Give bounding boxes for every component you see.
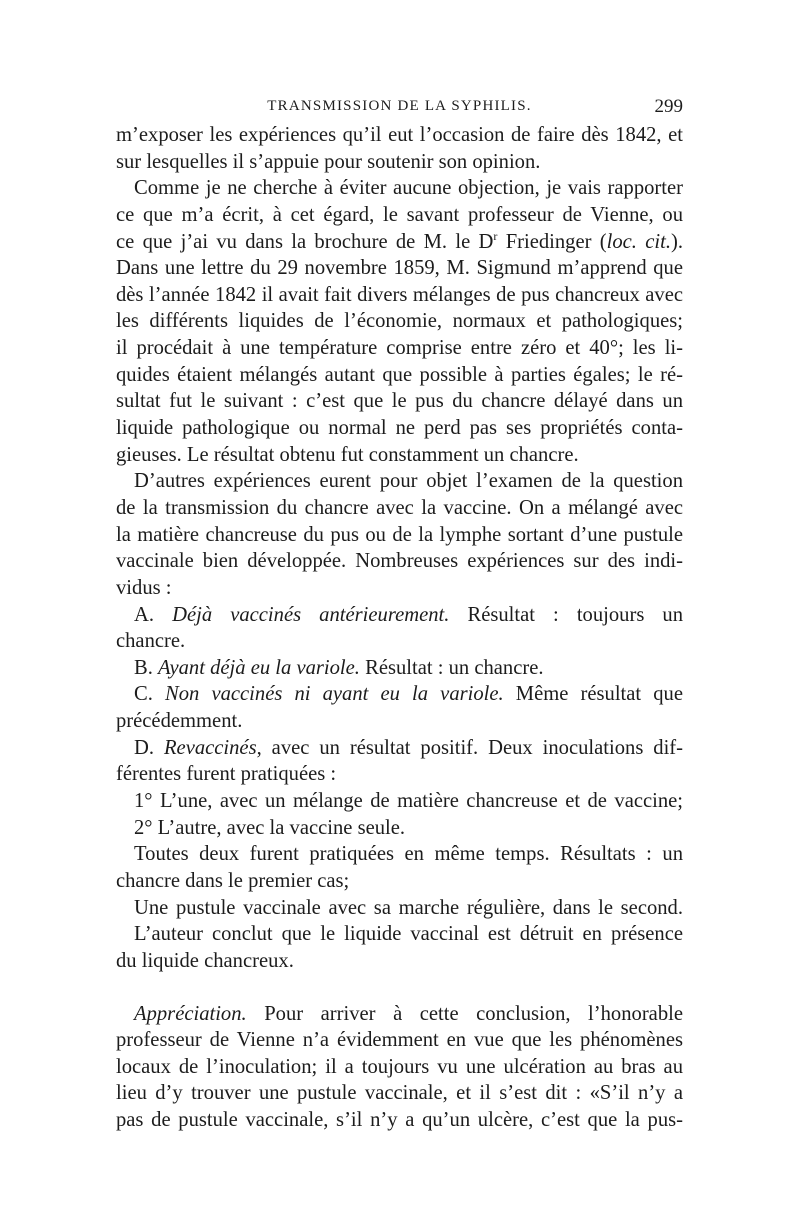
page-number: 299 bbox=[654, 96, 683, 117]
line-text: D. bbox=[134, 736, 164, 759]
text-line: 1° L’une, avec un mélange de matière chancreuse et de vaccine; bbox=[134, 790, 683, 813]
text-line bbox=[116, 655, 683, 682]
text-line: férentes furent pratiquées : bbox=[116, 763, 337, 786]
text-line: pas de pustule vaccinale, s’il n’y a qu’un ulcère, c’est que la pus- bbox=[116, 1109, 683, 1132]
text-line: lieu d’y trouver une pustule vaccinale, et il s’est dit : «S’il n’y a bbox=[116, 1082, 683, 1105]
text-line: sultat fut le suivant : c’est que le pus du chancre délayé dans un bbox=[116, 390, 683, 413]
line-text: ce que j’ai vu dans la brochure de M. le D bbox=[116, 230, 494, 253]
text-line: de la transmission du chancre avec la vaccine. On a mélangé avec bbox=[116, 496, 683, 519]
italic-text: Ayant déjà eu la variole. bbox=[158, 656, 360, 679]
text-line: vaccinale bien développée. Nombreuses expériences sur des indi- bbox=[116, 550, 683, 573]
line-text: Pour arriver à cette conclusion, l’honorable bbox=[246, 1002, 683, 1025]
text-line: gieuses. Le résultat obtenu fut constamment un chancre. bbox=[116, 443, 579, 466]
italic-text: loc. cit. bbox=[606, 230, 671, 253]
text-line bbox=[116, 602, 683, 629]
line-text: Résultat : toujours un bbox=[449, 603, 684, 626]
superscript: r bbox=[493, 228, 498, 243]
text-line: locaux de l’inoculation; il a toujours vu une ulcération au bras au bbox=[116, 1055, 683, 1078]
line-text: Friedinger ( bbox=[497, 230, 607, 253]
text-line: D’autres expériences eurent pour objet l’examen de la question bbox=[134, 470, 683, 493]
text-line: L’auteur conclut que le liquide vaccinal est détruit en présence bbox=[134, 923, 683, 946]
text-line: précédemment. bbox=[116, 710, 243, 733]
line-text: C. bbox=[134, 683, 166, 706]
text-line: Comme je ne cherche à éviter aucune objection, je vais rapporter bbox=[134, 177, 683, 200]
text-line: sur lesquelles il s’appuie pour soutenir son opinion. bbox=[116, 150, 541, 173]
line-text: A. bbox=[134, 603, 173, 626]
text-line: du liquide chancreux. bbox=[116, 949, 294, 972]
line-text: , avec un résultat positif. Deux inoculations dif- bbox=[256, 736, 684, 759]
line-text: B. bbox=[134, 656, 159, 679]
text-line bbox=[116, 735, 683, 762]
paragraph-gap bbox=[116, 975, 683, 1001]
text-line: Dans une lettre du 29 novembre 1859, M. Sigmund m’apprend que bbox=[116, 257, 683, 280]
text-line: Toutes deux furent pratiquées en même temps. Résultats : un bbox=[134, 843, 683, 866]
text-line: la matière chancreuse du pus ou de la lymphe sortant d’une pustule bbox=[116, 523, 683, 546]
text-line: vidus : bbox=[116, 576, 172, 599]
text-line: liquide pathologique ou normal ne perd pas ses propriétés conta- bbox=[116, 417, 683, 440]
text-line: il procédait à une température comprise entre zéro et 40°; les li- bbox=[116, 337, 683, 360]
text-line bbox=[116, 229, 683, 256]
text-line: m’exposer les expériences qu’il eut l’occasion de faire dès 1842, et bbox=[116, 124, 683, 146]
running-head: TRANSMISSION DE LA SYPHILIS. bbox=[267, 98, 532, 114]
page-header bbox=[116, 94, 683, 120]
text-line: ce que m’a écrit, à cet égard, le savant professeur de Vienne, ou bbox=[116, 203, 683, 226]
line-text: ). bbox=[670, 230, 683, 253]
text-line: les différents liquides de l’économie, normaux et pathologiques; bbox=[116, 310, 683, 333]
line-text: Résultat : un chancre. bbox=[359, 656, 544, 679]
italic-text: Déjà vaccinés antérieurement. bbox=[172, 603, 450, 626]
italic-text: Revaccinés bbox=[163, 736, 257, 759]
italic-text: Appréciation. bbox=[134, 1002, 247, 1025]
text-line: quides étaient mélangés autant que possible à parties égales; le ré- bbox=[116, 363, 683, 386]
text-line: dès l’année 1842 il avait fait divers mélanges de pus chancreux avec bbox=[116, 283, 683, 306]
text-line: 2° L’autre, avec la vaccine seule. bbox=[134, 816, 406, 839]
body-text bbox=[116, 122, 683, 1134]
line-text: Même résultat que bbox=[503, 683, 683, 706]
text-line: chancre dans le premier cas; bbox=[116, 869, 350, 892]
text-line: Une pustule vaccinale avec sa marche régulière, dans le second. bbox=[134, 896, 683, 919]
text-line: professeur de Vienne n’a évidemment en vue que les phénomènes bbox=[116, 1029, 683, 1052]
text-line: chancre. bbox=[116, 630, 186, 653]
text-line bbox=[116, 681, 683, 708]
italic-text: Non vaccinés ni ayant eu la variole. bbox=[165, 683, 504, 706]
text-line bbox=[116, 1001, 683, 1028]
